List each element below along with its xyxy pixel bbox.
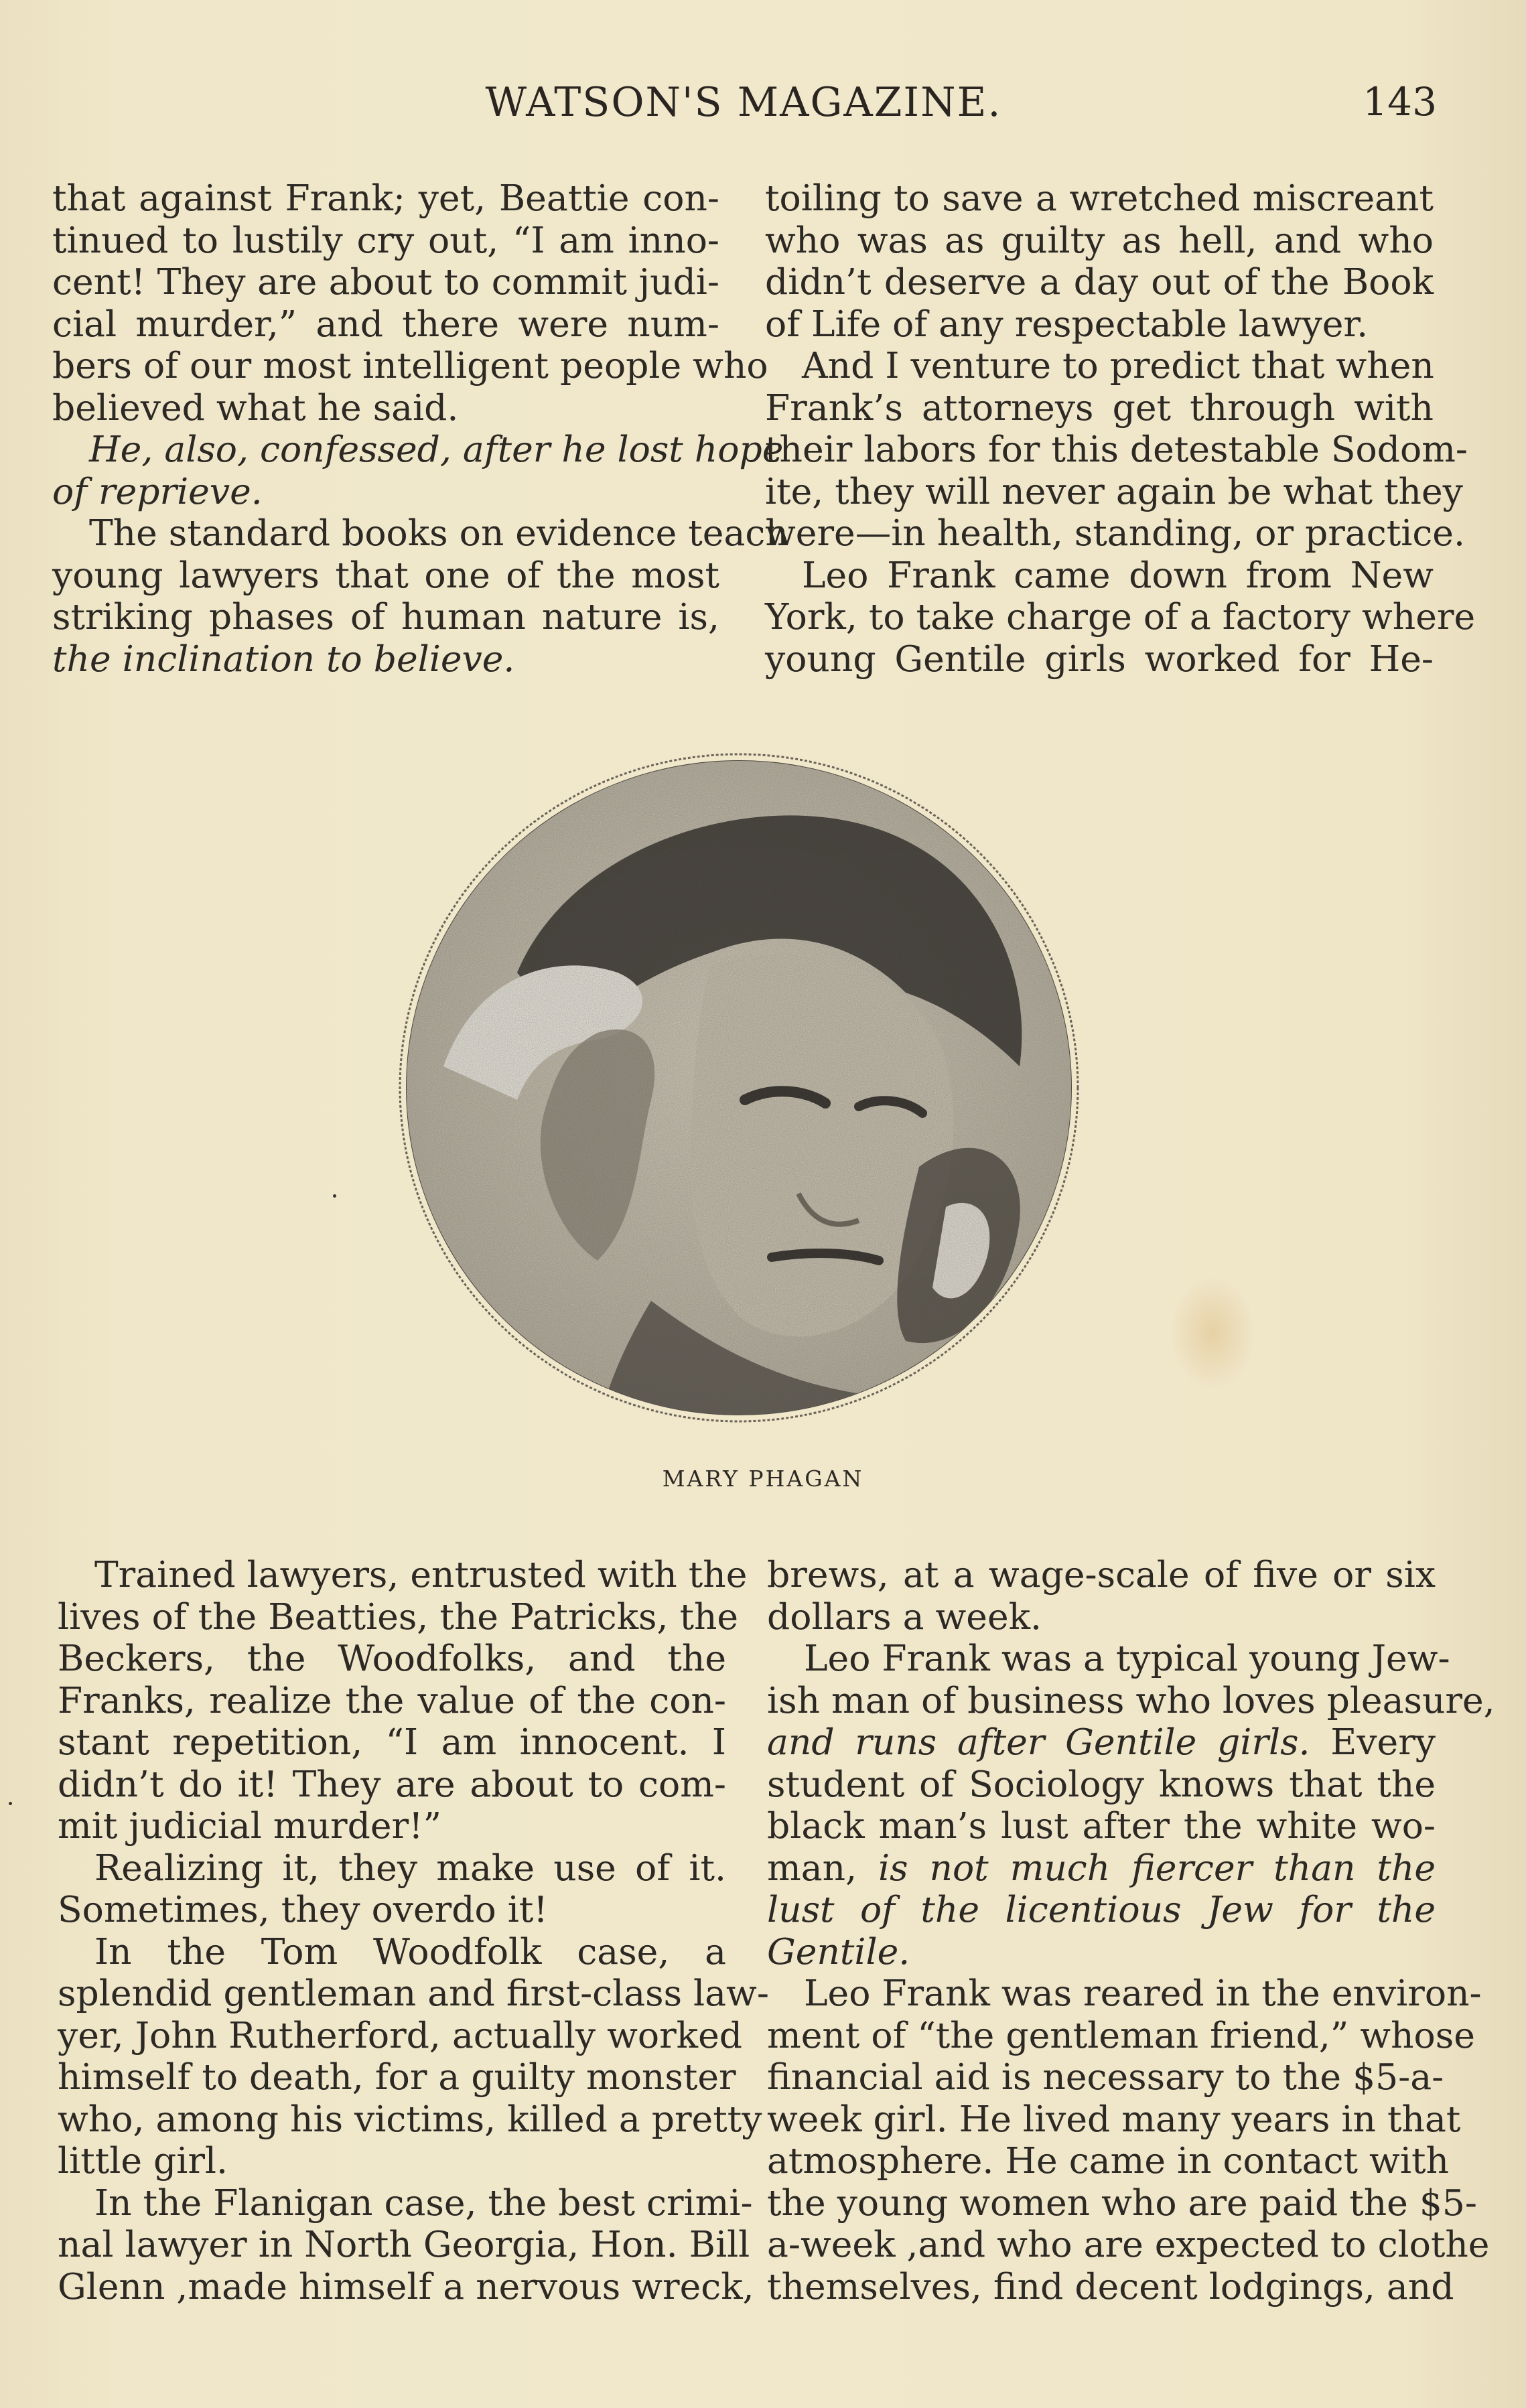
mixed-text-line — [767, 1847, 1436, 1890]
italic-text-line: the inclination to believe. — [52, 637, 515, 680]
print-speck — [9, 1802, 12, 1805]
page-number: 143 — [1363, 79, 1437, 125]
column-top-right — [765, 177, 1476, 680]
text-line: stant repetition, “I am innocent. I — [58, 1721, 726, 1763]
text-line: Sometimes, they overdo it! — [58, 1888, 548, 1930]
italic-run: is not much fiercer than the — [878, 1846, 1436, 1889]
text-line: who, among his victims, killed a pretty — [58, 2097, 762, 2140]
text-line: young Gentile girls worked for He- — [765, 637, 1434, 680]
column-top-left — [52, 177, 788, 680]
text-line: their labors for this detestable Sodom- — [765, 428, 1468, 470]
text-line: Trained lawyers, entrusted with the — [94, 1553, 748, 1596]
text-line: week girl. He lived many years in that — [767, 2097, 1461, 2140]
magazine-title: WATSON'S MAGAZINE. — [485, 79, 1002, 126]
text-line: young lawyers that one of the most — [52, 553, 719, 596]
text-line: little girl. — [58, 2139, 228, 2182]
text-line: student of Sociology knows that the — [767, 1762, 1436, 1805]
print-speck — [333, 1194, 336, 1198]
text-line: ite, they will never again be what they — [765, 470, 1463, 512]
italic-text-line: lust of the licentious Jew for the — [767, 1888, 1436, 1930]
text-line: And I venture to predict that when — [802, 344, 1434, 386]
text-line: tinued to lustily cry out, “I am inno- — [52, 218, 719, 261]
text-line: dollars a week. — [767, 1595, 1042, 1638]
figure-caption: MARY PHAGAN — [662, 1466, 864, 1492]
text-line: financial aid is necessary to the $5-a- — [767, 2056, 1444, 2098]
text-line: bers of our most intelligent people who — [52, 344, 768, 386]
running-header — [50, 79, 1437, 133]
text-line: that against Frank; yet, Beattie con- — [52, 177, 719, 219]
text-line: Leo Frank came down from New — [802, 553, 1434, 596]
portrait-photo — [397, 752, 1081, 1425]
text-line: York, to take charge of a factory where — [765, 595, 1476, 638]
text-line: yer, John Rutherford, actually worked — [58, 2013, 743, 2056]
mixed-text-line — [767, 1721, 1436, 1764]
column-bottom-right — [767, 1553, 1495, 2308]
column-bottom-left — [58, 1553, 769, 2308]
text-line: Realizing it, they make use of it. — [94, 1846, 726, 1889]
text-line: of Life of any respectable lawyer. — [765, 302, 1369, 345]
text-line: lives of the Beatties, the Patricks, the — [58, 1595, 739, 1638]
text-line: Leo Frank was a typical young Jew- — [804, 1637, 1450, 1679]
text-line: ish man of business who loves pleasure, — [767, 1679, 1495, 1721]
text-line: didn’t deserve a day out of the Book — [765, 261, 1434, 303]
text-line: didn’t do it! They are about to com- — [58, 1762, 726, 1805]
text-line: nal lawyer in North Georgia, Hon. Bill — [58, 2223, 750, 2265]
text-line: Glenn ,made himself a nervous wreck, — [58, 2265, 754, 2308]
text-line: striking phases of human nature is, — [52, 595, 719, 638]
text-line: who was as guilty as hell, and who — [765, 218, 1434, 261]
text-line: themselves, find decent lodgings, and — [767, 2265, 1454, 2308]
text-line: a-week ,and who are expected to clothe — [767, 2223, 1490, 2265]
text-line: atmosphere. He came in contact with — [767, 2139, 1449, 2182]
text-line: The standard books on evidence teach — [89, 512, 788, 554]
text-run: man, — [767, 1846, 879, 1889]
italic-run: and runs after Gentile girls. — [767, 1721, 1310, 1763]
text-line: In the Tom Woodfolk case, a — [94, 1930, 726, 1973]
text-line: cial murder,” and there were num- — [52, 302, 719, 345]
text-line: cent! They are about to commit judi- — [52, 261, 719, 303]
text-line: Leo Frank was reared in the environ- — [804, 1972, 1482, 2014]
italic-text-line: Gentile. — [767, 1930, 910, 1973]
text-line: splendid gentleman and first-class law- — [58, 1972, 769, 2014]
text-line: In the Flanigan case, the best crimi- — [94, 2181, 753, 2224]
text-line: himself to death, for a guilty monster — [58, 2056, 736, 2098]
text-line: brews, at a wage-scale of five or six — [767, 1553, 1436, 1596]
italic-text-line: He, also, confessed, after he lost hope — [89, 428, 784, 470]
text-line: toiling to save a wretched miscreant — [765, 177, 1434, 219]
text-line: Beckers, the Woodfolks, and the — [58, 1637, 726, 1679]
text-line: the young women who are paid the $5- — [767, 2181, 1477, 2224]
text-line: were—in health, standing, or practice. — [765, 512, 1465, 554]
text-line: Franks, realize the value of the con- — [58, 1679, 726, 1721]
text-run: Every — [1310, 1721, 1436, 1763]
text-line: black man’s lust after the white wo- — [767, 1804, 1436, 1847]
text-line: Frank’s attorneys get through with — [765, 386, 1434, 429]
text-line: believed what he said. — [52, 386, 459, 429]
italic-text-line: of reprieve. — [52, 470, 263, 512]
text-line: ment of “the gentleman friend,” whose — [767, 2013, 1475, 2056]
text-line: mit judicial murder!” — [58, 1804, 441, 1847]
